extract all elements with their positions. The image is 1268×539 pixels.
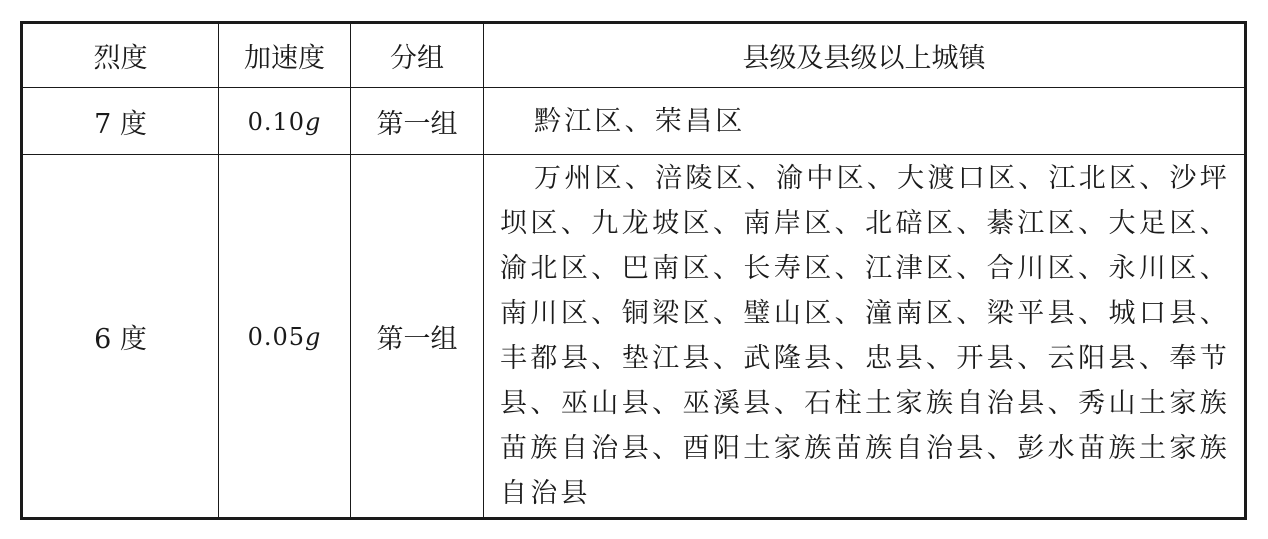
- header-acceleration: 加速度: [219, 23, 351, 88]
- seismic-intensity-table: [20, 21, 1247, 520]
- group-cell: 第一组: [351, 155, 484, 519]
- group-cell: 第一组: [351, 88, 484, 155]
- header-row: [22, 23, 1246, 88]
- towns-cell: [484, 155, 1246, 519]
- acceleration-cell: [219, 155, 351, 519]
- header-towns: 县级及县级以上城镇: [484, 23, 1246, 88]
- table-row: [22, 88, 1246, 155]
- intensity-cell: 6 度: [22, 155, 219, 519]
- acceleration-unit: g: [305, 107, 322, 136]
- acceleration-cell: [219, 88, 351, 155]
- table-row: [22, 155, 1246, 519]
- towns-text: 万州区、涪陵区、渝中区、大渡口区、江北区、沙坪坝区、九龙坡区、南岸区、北碚区、綦江区、大足区、渝北区、巴南区、长寿区、江津区、合川区、永川区、南川区、铜梁区、璧山区、潼南区、梁平县、城口县、丰都县、垫江县、武隆县、忠县、开县、云阳县、奉节县、巫山县、巫溪县、石柱土家族自治县、秀山土家族苗族自治县、酉阳土家族苗族自治县、彭水苗族土家族自治县: [500, 163, 1230, 509]
- header-group: 分组: [351, 23, 484, 88]
- acceleration-value: 0.05: [247, 322, 306, 351]
- towns-cell: 黔江区、荣昌区: [484, 88, 1246, 155]
- header-intensity: 烈度: [22, 23, 219, 88]
- intensity-cell: 7 度: [22, 88, 219, 155]
- acceleration-unit: g: [305, 322, 322, 351]
- acceleration-value: 0.10: [247, 107, 306, 136]
